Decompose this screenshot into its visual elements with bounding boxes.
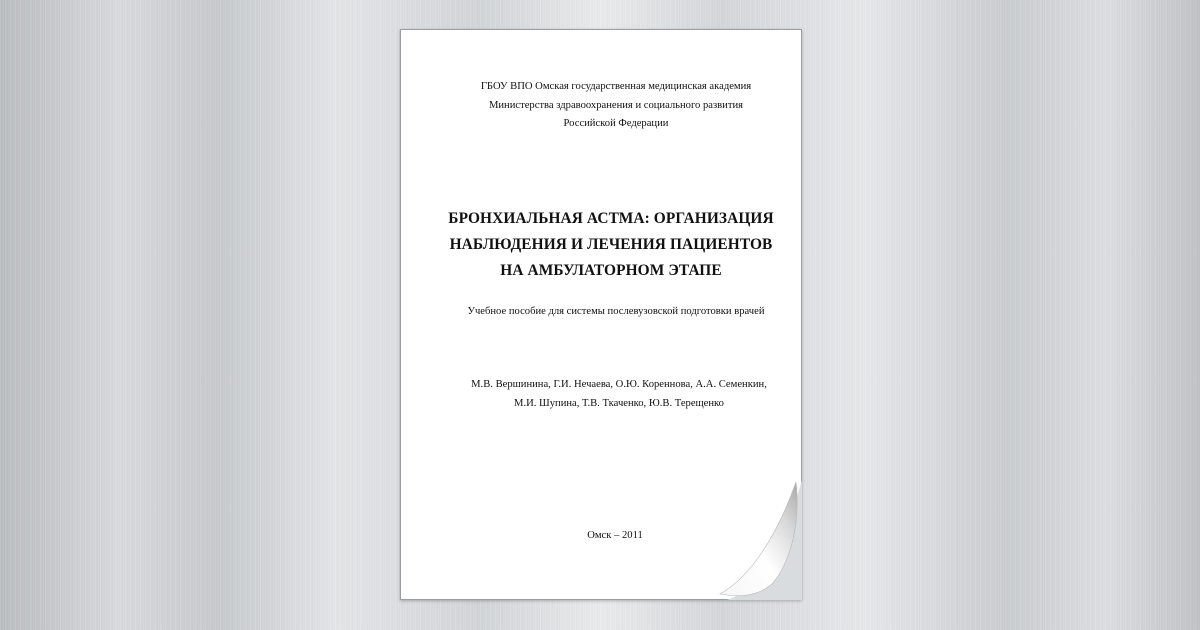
document-page [400, 29, 802, 600]
place-year: Омск – 2011 [587, 530, 643, 541]
institution-line-3: Российской Федерации [563, 118, 669, 129]
title-line-1: БРОНХИАЛЬНАЯ АСТМА: ОРГАНИЗАЦИЯ [448, 210, 774, 227]
subtitle: Учебное пособие для системы послевузовской подготовки врачей [467, 306, 765, 317]
title-line-3: НА АМБУЛАТОРНОМ ЭТАПЕ [500, 262, 722, 279]
institution-line-2: Министерства здравоохранения и социального развития [488, 100, 744, 111]
authors-line-2: М.И. Шупина, Т.В. Ткаченко, Ю.В. Терещенко [514, 398, 724, 409]
title-line-2: НАБЛЮДЕНИЯ И ЛЕЧЕНИЯ ПАЦИЕНТОВ [449, 236, 773, 253]
institution-line-1: ГБОУ ВПО Омская государственная медицинская академия [480, 81, 752, 92]
authors-line-1: М.В. Вершинина, Г.И. Нечаева, О.Ю. Кореннова, А.А. Семенкин, [471, 379, 767, 390]
